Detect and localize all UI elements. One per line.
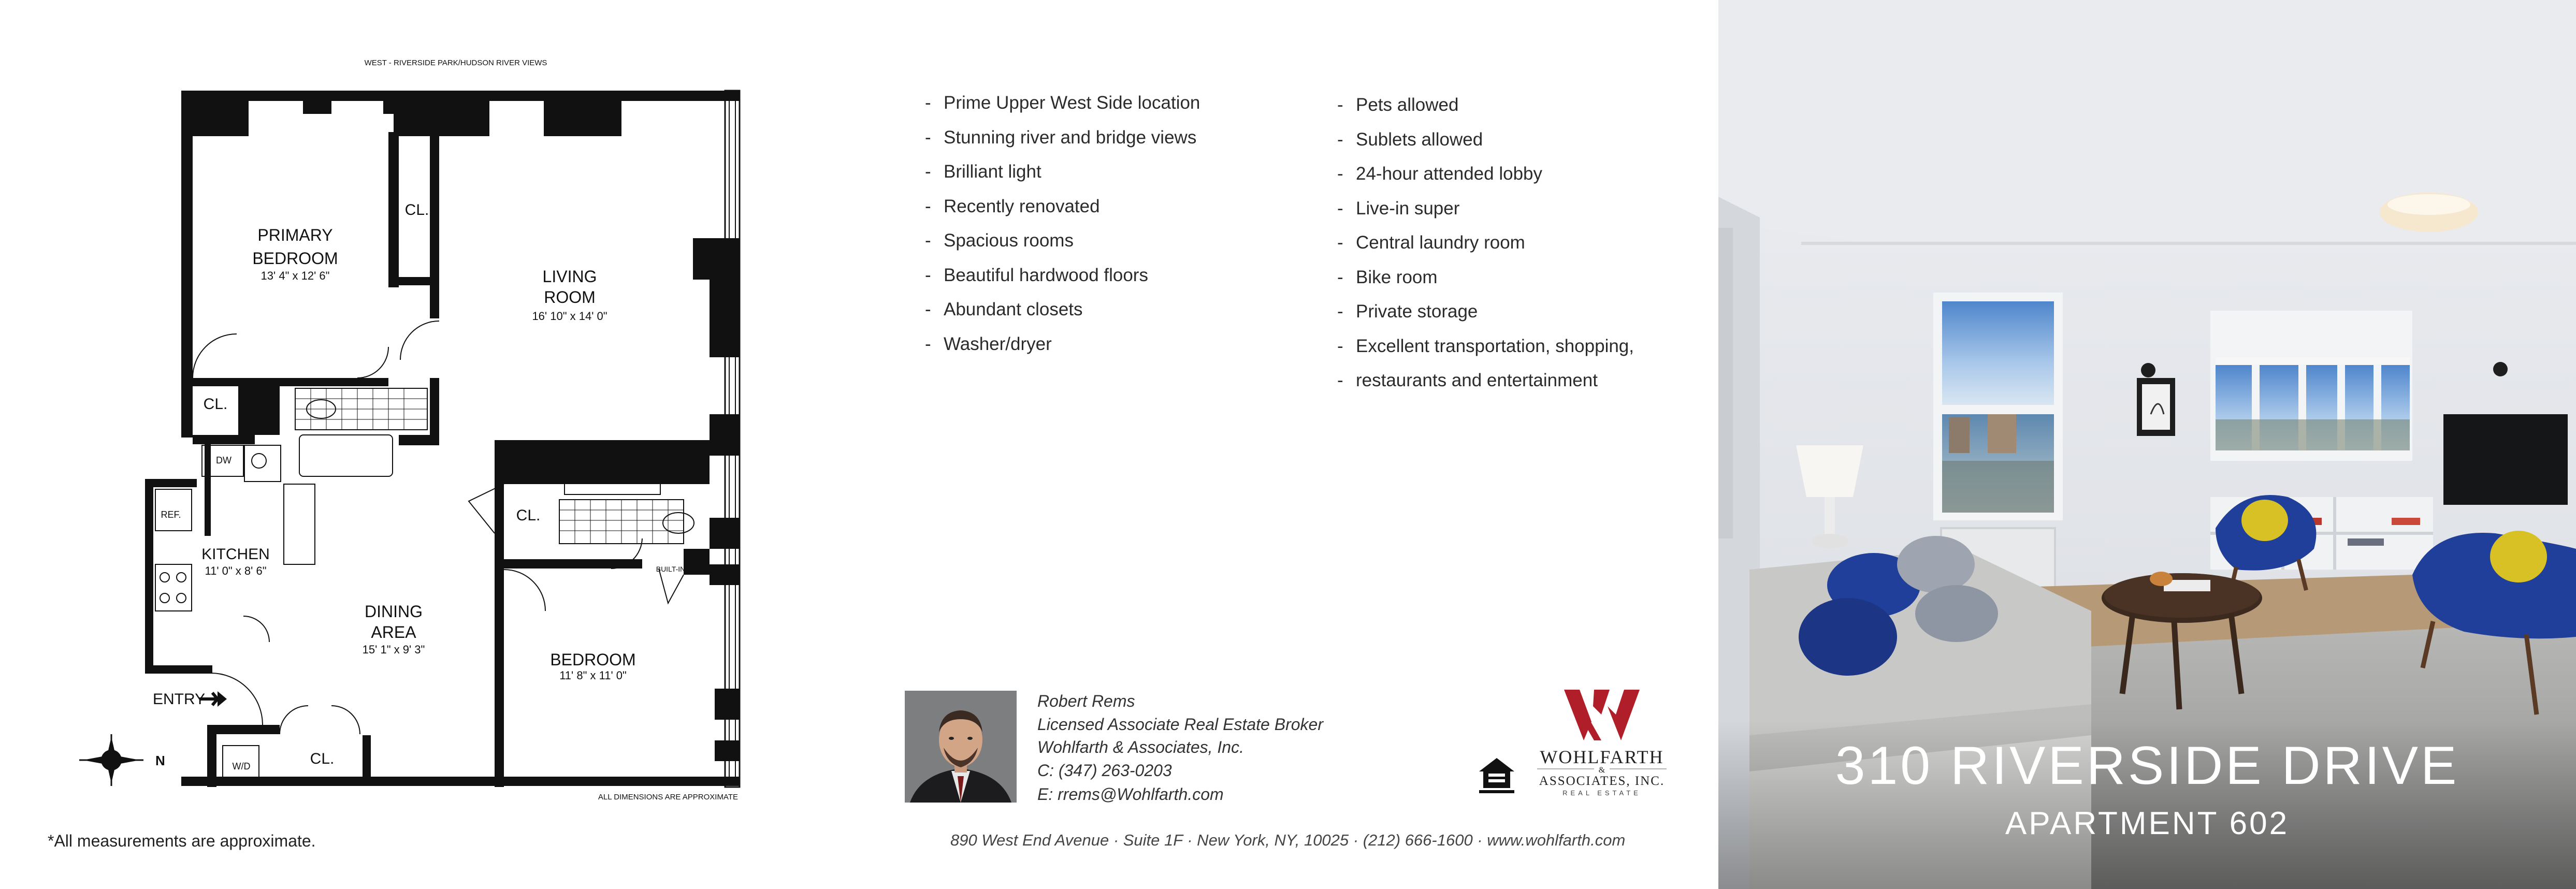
refrigerator-label: REF.: [161, 509, 181, 520]
agent-email[interactable]: E: rrems@Wohlfarth.com: [1037, 785, 1224, 804]
bay-window: [2210, 311, 2412, 461]
living-room-label-2: ROOM: [544, 288, 596, 307]
feature-item: - Sublets allowed: [1337, 123, 1634, 157]
agent-company: Wohlfarth & Associates, Inc.: [1037, 738, 1244, 756]
plan-bottom-label: ALL DIMENSIONS ARE APPROXIMATE: [598, 793, 738, 801]
closet-label-2: CL.: [203, 396, 228, 413]
kitchen-dims: 11' 0" x 8' 6": [205, 564, 267, 577]
agent-phone[interactable]: C: (347) 263-0203: [1037, 761, 1172, 780]
wall-art: [2137, 378, 2175, 436]
feature-item: - Spacious rooms: [925, 224, 1200, 258]
agent-title: Licensed Associate Real Estate Broker: [1037, 715, 1323, 734]
compass-icon: [79, 734, 143, 786]
feature-item: - Recently renovated: [925, 190, 1200, 224]
primary-bedroom-dims: 13' 4" x 12' 6": [261, 269, 330, 282]
compass-n-label: N: [155, 753, 165, 768]
feature-item: - Excellent transportation, shopping,: [1337, 329, 1634, 364]
logo-line3: REAL ESTATE: [1562, 789, 1641, 797]
feature-item: - Live-in super: [1337, 192, 1634, 226]
living-room-label: LIVING: [542, 267, 597, 286]
feature-item: - Bike room: [1337, 260, 1634, 295]
logo-line2: ASSOCIATES, INC.: [1539, 774, 1665, 788]
bedroom-dims: 11' 8" x 11' 0": [559, 669, 627, 682]
room-labels: [161, 201, 685, 771]
feature-item: - Prime Upper West Side location: [925, 86, 1200, 121]
measurement-footnote: *All measurements are approximate.: [48, 832, 316, 850]
feature-item: - 24-hour attended lobby: [1337, 157, 1634, 192]
primary-bedroom-label-2: BEDROOM: [252, 249, 338, 268]
listing-title: 310 RIVERSIDE DRIVE: [1835, 736, 2459, 796]
agent-photo: [905, 691, 1017, 803]
feature-item: - Pets allowed: [1337, 88, 1634, 123]
logo-amp: &: [1598, 766, 1605, 775]
feature-item: - Abundant closets: [925, 293, 1200, 327]
feature-item: - Central laundry room: [1337, 226, 1634, 260]
dishwasher-label: DW: [216, 455, 231, 465]
living-room-dims: 16' 10" x 14' 0": [532, 310, 607, 323]
logo-wordmark: WOHLFARTH: [1540, 747, 1664, 767]
dining-area-dims: 15' 1" x 9' 3": [362, 643, 425, 656]
plan-top-label: WEST - RIVERSIDE PARK/HUDSON RIVER VIEWS: [364, 59, 547, 67]
kitchen-label: KITCHEN: [201, 546, 270, 563]
agent-name: Robert Rems: [1037, 692, 1135, 710]
washer-dryer-label: W/D: [232, 761, 251, 771]
feature-item: - Brilliant light: [925, 155, 1200, 190]
primary-bedroom-label: PRIMARY: [257, 226, 333, 244]
feature-item: - Stunning river and bridge views: [925, 121, 1200, 155]
closet-label: CL.: [404, 201, 429, 218]
exterior-walls: [181, 91, 740, 787]
equal-housing-opportunity-icon: [1477, 756, 1516, 795]
television: [2443, 414, 2568, 505]
features-list-right: [1337, 88, 1634, 398]
office-address-line: 890 West End Avenue · Suite 1F · New York, NY, 10025 · (212) 666-1600 · www.wohlfarth.com: [950, 831, 1626, 849]
dining-area-label: DINING: [365, 602, 423, 621]
closet-label-4: CL.: [310, 750, 335, 767]
center-window: [1933, 293, 2063, 520]
dining-area-label-2: AREA: [371, 623, 416, 642]
feature-item: - Washer/dryer: [925, 327, 1200, 362]
entry-label: ENTRY: [153, 691, 206, 708]
floor-plan: [0, 0, 829, 889]
wohlfarth-logo: [1532, 684, 1672, 798]
feature-item: - Beautiful hardwood floors: [925, 258, 1200, 293]
features-list-left: [925, 86, 1200, 361]
bedroom-label: BEDROOM: [550, 650, 636, 669]
listing-subtitle: APARTMENT 602: [2005, 806, 2290, 841]
wohlfarth-monogram-icon: [1564, 690, 1640, 740]
feature-item-continued: - restaurants and entertainment: [1337, 363, 1634, 398]
closet-label-3: CL.: [516, 507, 541, 524]
feature-item: - Private storage: [1337, 295, 1634, 329]
entry-marker: [153, 691, 227, 708]
built-in-label: BUILT-IN: [656, 565, 686, 573]
